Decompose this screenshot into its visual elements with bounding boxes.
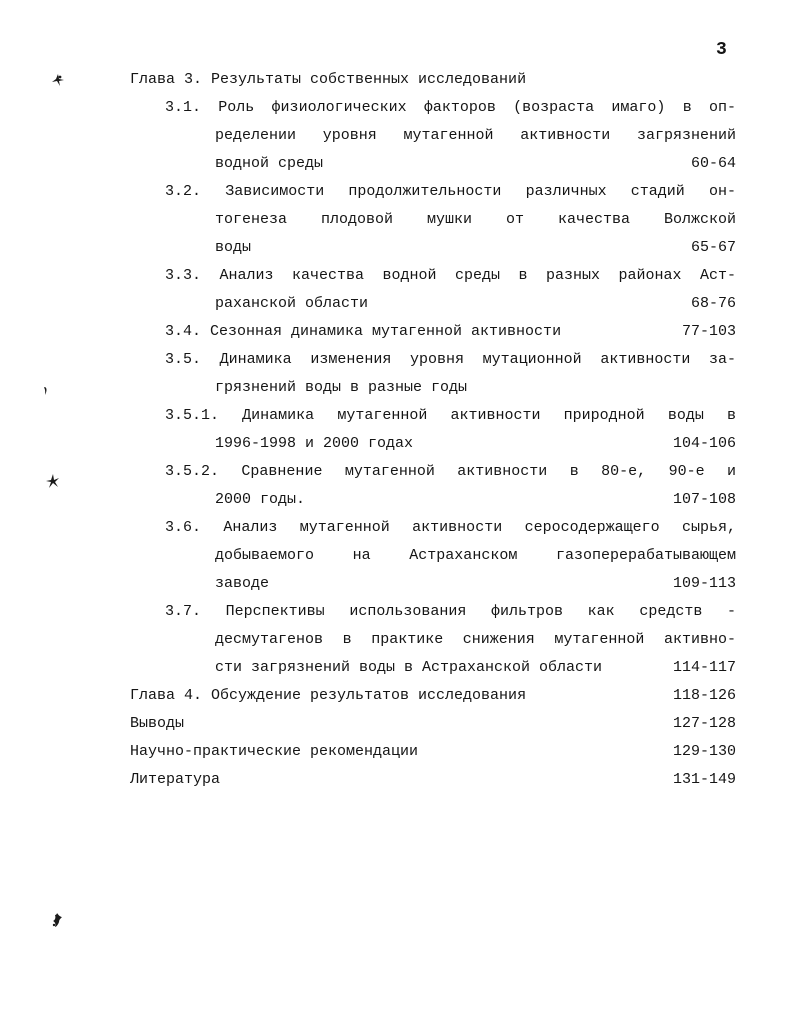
toc-line: [215, 430, 736, 458]
toc-entry: [130, 66, 736, 94]
toc-line: [215, 654, 736, 682]
toc-line-text: 1996-1998 и 2000 годах: [215, 435, 414, 452]
toc-line-text: Научно-практические рекомендации: [130, 743, 419, 760]
page-range: 109-113: [672, 575, 736, 592]
toc-entry: [130, 458, 736, 514]
toc-line: 3.6. Анализ мутагенной активности серосодержащего сырья,: [165, 519, 736, 536]
toc-line: 3.7. Перспективы использования фильтров как средств -: [165, 603, 736, 620]
toc-line: десмутагенов в практике снижения мутагенной активно-: [215, 631, 736, 648]
toc-entry: [130, 94, 736, 178]
page-range: 129-130: [672, 743, 736, 760]
page-range: 65-67: [690, 239, 736, 256]
ink-blot-icon: [50, 72, 66, 88]
page-range: 114-117: [672, 659, 736, 676]
toc-line: ределении уровня мутагенной активности загрязнений: [215, 127, 736, 144]
toc-line-text: сти загрязнений воды в Астраханской области: [215, 659, 603, 676]
toc-line-text: заводе: [215, 575, 270, 592]
toc-line-text: раханской области: [215, 295, 369, 312]
toc-line: [215, 290, 736, 318]
toc-entry: [130, 738, 736, 766]
toc-line: 3.1. Роль физиологических факторов (возраста имаго) в оп-: [165, 99, 736, 116]
toc-line-text: воды: [215, 239, 252, 256]
page-range: 107-108: [672, 491, 736, 508]
toc-line: 3.2. Зависимости продолжительности различных стадий он-: [165, 183, 736, 200]
toc-entry: [130, 178, 736, 262]
toc-entry: [130, 766, 736, 794]
page-range: 118-126: [672, 687, 736, 704]
toc-line: [130, 682, 736, 710]
toc-line: грязнений воды в разные годы: [215, 379, 468, 396]
page-range: 127-128: [672, 715, 736, 732]
ink-speck-icon: [42, 386, 50, 396]
toc-entry: [130, 262, 736, 318]
toc-line-text: Выводы: [130, 715, 185, 732]
toc-entry: [130, 402, 736, 458]
toc-line: Глава 3. Результаты собственных исследований: [130, 71, 527, 88]
toc-line-text: Глава 4. Обсуждение результатов исследования: [130, 687, 527, 704]
toc-line: [130, 710, 736, 738]
toc-line: 3.5. Динамика изменения уровня мутационной активности за-: [165, 351, 736, 368]
ink-blot-icon: [44, 472, 62, 490]
toc-line-text: 2000 годы.: [215, 491, 306, 508]
toc-entry: [130, 682, 736, 710]
toc-entry: [130, 346, 736, 402]
page-range: 104-106: [672, 435, 736, 452]
toc-line: добываемого на Астраханском газоперерабатывающем: [215, 547, 736, 564]
page-range: 77-103: [681, 323, 736, 340]
toc-line: 3.3. Анализ качества водной среды в разных районах Аст-: [165, 267, 736, 284]
toc-line-text: Литература: [130, 771, 221, 788]
toc-line: [130, 738, 736, 766]
page-number: 3: [716, 40, 728, 60]
toc-line-text: 3.4. Сезонная динамика мутагенной активности: [165, 323, 562, 340]
toc-line: [215, 150, 736, 178]
toc-entry: [130, 514, 736, 598]
toc-line: [215, 486, 736, 514]
toc-line: 3.5.1. Динамика мутагенной активности природной воды в: [165, 407, 736, 424]
toc-entry: [130, 710, 736, 738]
toc-line: тогенеза плодовой мушки от качества Волжской: [215, 211, 736, 228]
page-range: 60-64: [690, 155, 736, 172]
toc-line: [130, 766, 736, 794]
page-range: 131-149: [672, 771, 736, 788]
toc-entry: [130, 598, 736, 682]
page-range: 68-76: [690, 295, 736, 312]
toc-line-text: водной среды: [215, 155, 324, 172]
toc-entry: [130, 318, 736, 346]
toc-line: [215, 570, 736, 598]
toc-line: 3.5.2. Сравнение мутагенной активности в 80-е, 90-е и: [165, 463, 736, 480]
table-of-contents: [130, 66, 736, 794]
toc-line: [165, 318, 736, 346]
toc-line: [215, 234, 736, 262]
ink-blot-icon: [50, 912, 64, 928]
